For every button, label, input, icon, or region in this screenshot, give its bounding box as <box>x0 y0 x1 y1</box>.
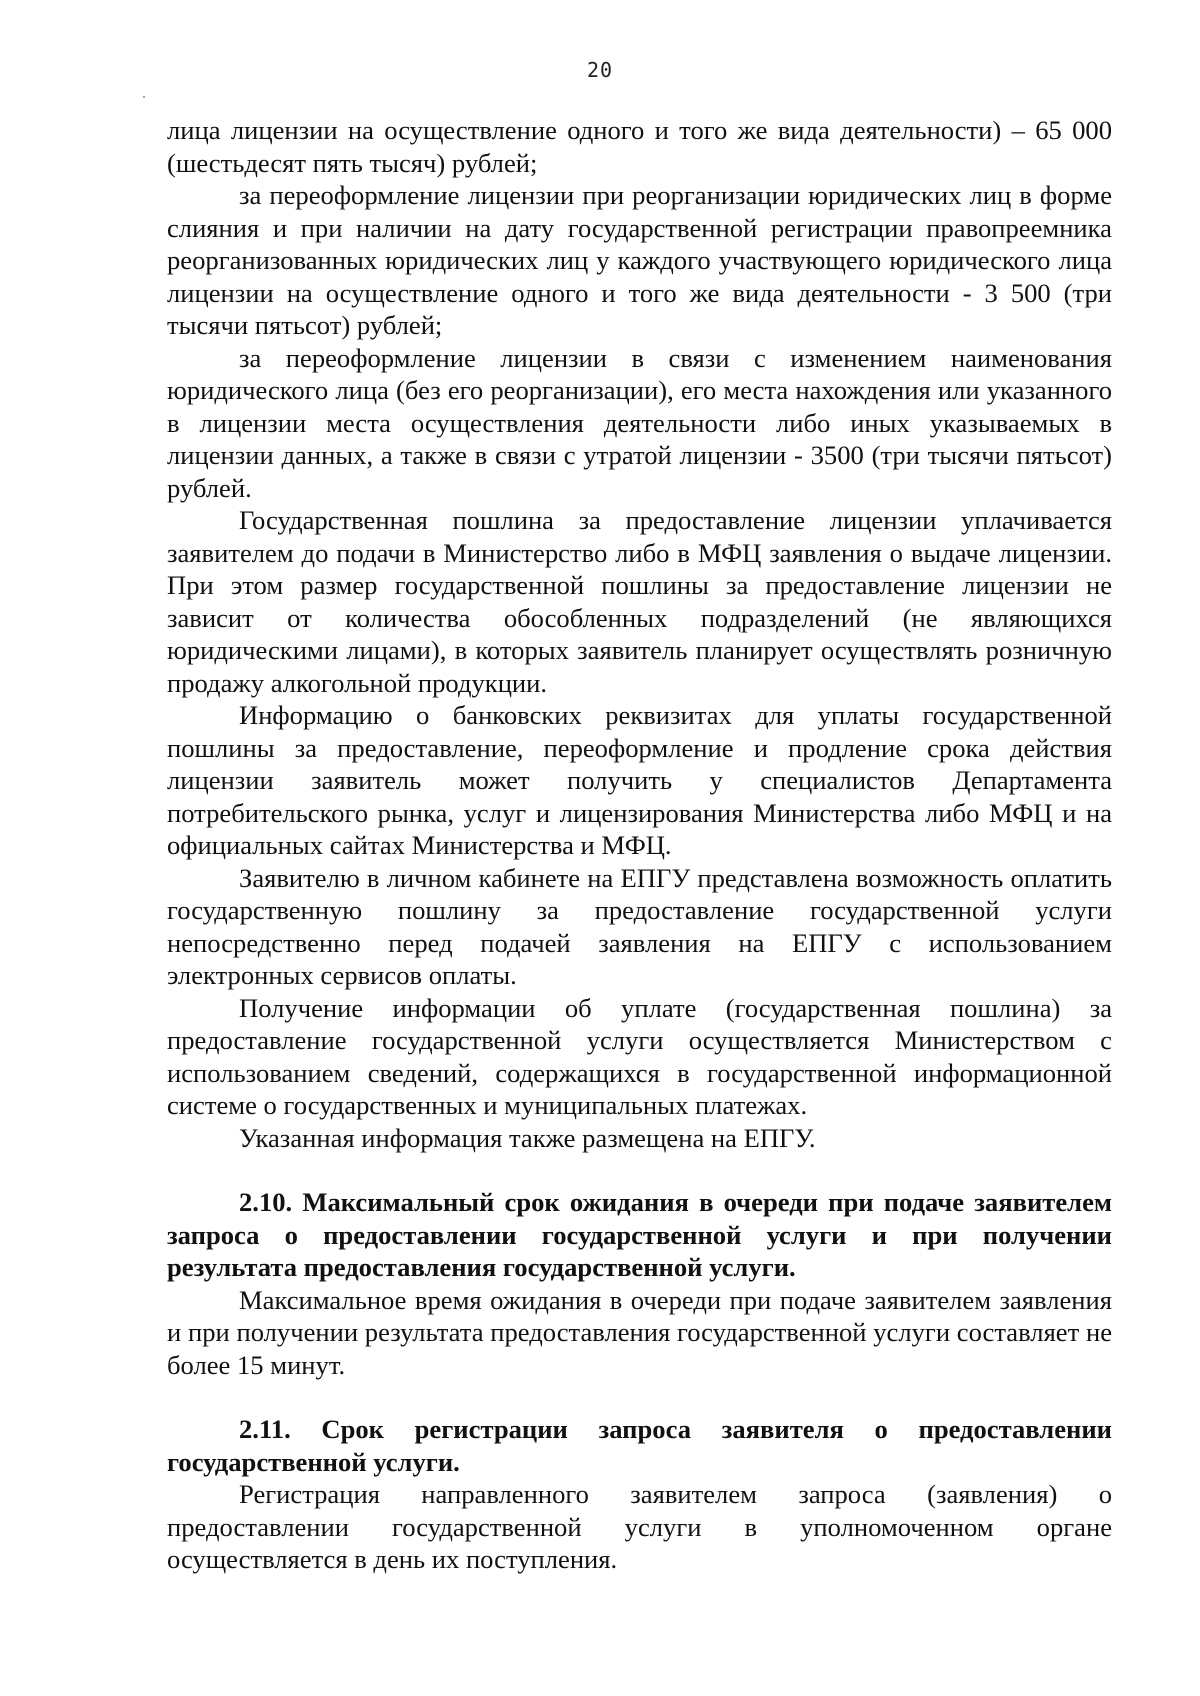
paragraph-license-fee-continuation: лица лицензии на осуществление одного и того же вида деятельности) – 65 000 (шестьдесят пять тысяч) рублей; <box>167 115 1112 178</box>
paragraph-reissue-name-change-fee: за переоформление лицензии в связи с изменением наименования юридического лица (без его реорганизации), его места нахождения или указанного в лицензии места осуществления деятельности либо иных указываемых в лицензии данных, а также в связи с утратой лицензии - 3500 (три тысячи пятьсот) рублей. <box>167 342 1112 503</box>
paragraph-info-placement: Указанная информация также размещена на ЕПГУ. <box>239 1122 816 1153</box>
paragraph-bank-details: Информацию о банковских реквизитах для уплаты государственной пошлины за предоставление, переоформление и продление срока действия лицензии заявитель может получить у специалистов Департамента потребительского рынка, услуг и лицензирования Министерства либо МФЦ и на официальных сайтах Министерства и МФЦ. <box>167 700 1112 860</box>
section-spacer <box>167 1381 1112 1413</box>
paragraph-duty-payment: Государственная пошлина за предоставление лицензии уплачивается заявителем до подачи в Министерство либо в МФЦ заявления о выдаче лицензии. При этом размер государственной пошлины за предоставление лицензии не зависит от количества обособленных подразделений (не являющихся юридическими лицами), в которых заявитель планирует осуществлять розничную продажу алкогольной продукции. <box>167 505 1112 698</box>
section-heading-2-10: 2.10. Максимальный срок ожидания в очереди при подаче заявителем запроса о предоставлении государственной услуги и при получении результата предоставления государственной услуги. <box>167 1187 1112 1282</box>
paragraph-payment-info: Получение информации об уплате (государственная пошлина) за предоставление государственной услуги осуществляется Министерством с использованием сведений, содержащихся в государственной информационной системе о государственных и муниципальных платежах. <box>167 992 1112 1120</box>
section-text-2-10: Максимальное время ожидания в очереди при подаче заявителем заявления и при получении результата предоставления государственной услуги составляет не более 15 минут. <box>167 1284 1112 1380</box>
scan-speck <box>143 96 145 98</box>
page-number: 20 <box>586 58 614 82</box>
document-body <box>167 114 1112 1576</box>
section-text-2-11: Регистрация направленного заявителем запроса (заявления) о предоставлении государственной услуги в уполномоченном органе осуществляется в день их поступления. <box>167 1479 1112 1574</box>
paragraph-epgu-payment: Заявителю в личном кабинете на ЕПГУ представлена возможность оплатить государственную пошлину за предоставление государственной услуги непосредственно перед подачей заявления на ЕПГУ с использованием электронных сервисов оплаты. <box>167 862 1112 990</box>
section-spacer <box>167 1154 1112 1186</box>
paragraph-reissue-merger-fee: за переоформление лицензии при реорганизации юридических лиц в форме слияния и при наличии на дату государственной регистрации правопреемника реорганизованных юридических лиц у каждого участвующего юридического лица лицензии на осуществление одного и того же вида деятельности - 3 500 (три тысячи пятьсот) рублей; <box>167 180 1112 340</box>
section-heading-2-11: 2.11. Срок регистрации запроса заявителя о предоставлении государственной услуги. <box>167 1414 1112 1477</box>
